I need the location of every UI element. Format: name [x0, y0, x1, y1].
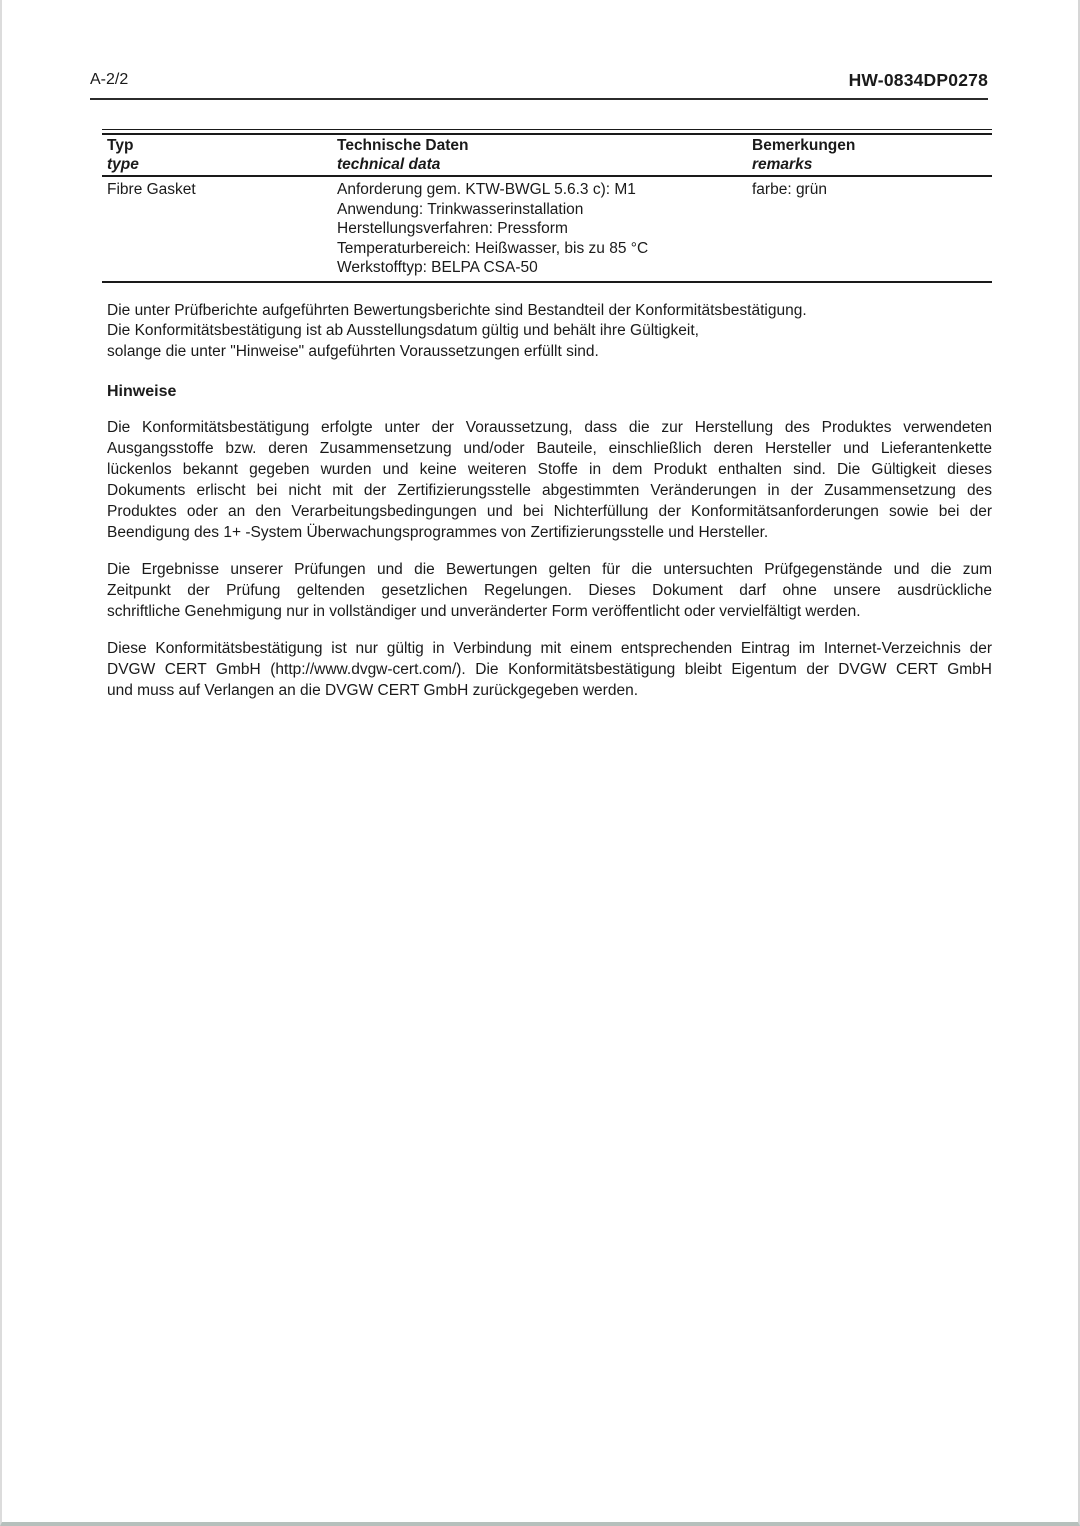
cell-technische-daten: Anforderung gem. KTW-BWGL 5.6.3 c): M1 Anwendung: Trinkwasserinstallation Herstellungsverfahren: Pressform Temperaturbereich: Heißwasser, bis zu 85 °C Werkstofftyp: BELPA CSA-50	[337, 181, 649, 276]
column-header-typ	[102, 134, 332, 176]
hinweise-paragraph-1: Die Konformitätsbestätigung erfolgte unter der Voraussetzung, dass die zur Herstellung des Produktes verwendeten Ausgangsstoffe bzw. deren Zusammensetzung und/oder Bauteile, einschließlich deren Hersteller und Lieferantenkette lückenlos bekannt gegeben wurden und keine weiteren Stoffe in dem Produkt enthalten sind. Die Gültigkeit dieses Dokuments erlischt bei nicht mit der Zertifizierungsstelle abgestimmten Veränderungen in der Zusammensetzung des Produktes oder an den Verarbeitungsbedingungen und bei Nichterfüllung der Konformitätsanforderungen sowie bei der Beendigung des 1+ -System Überwachungsprogrammes von Zertifizierungsstelle und Hersteller.	[107, 419, 992, 541]
column-header-typ-en: type	[107, 156, 139, 173]
column-header-technische-daten-de: Technische Daten	[337, 137, 469, 154]
hinweise-paragraph-3: Diese Konformitätsbestätigung ist nur gültig in Verbindung mit einem entsprechenden Eintrag im Internet-Verzeichnis der DVGW CERT GmbH (http://www.dvgw-cert.com/). Die Konformitätsbestätigung bleibt Eigentum der DVGW CERT GmbH und muss auf Verlangen an die DVGW CERT GmbH zurückgegeben werden.	[107, 640, 992, 699]
column-header-technische-daten	[332, 134, 747, 176]
header-rule	[90, 98, 988, 100]
cell-typ: Fibre Gasket	[107, 181, 196, 198]
document-number: HW-0834DP0278	[848, 70, 988, 90]
technical-data-table	[102, 133, 992, 283]
hinweise-paragraph-2: Die Ergebnisse unserer Prüfungen und die Bewertungen gelten für die untersuchten Prüfgegenstände und die zum Zeitpunkt der Prüfung geltenden gesetzlichen Regelungen. Dieses Dokument darf ohne unsere ausdrückliche schriftliche Genehmigung nur in vollständiger und unveränderter Form veröffentlicht oder vervielfältigt werden.	[107, 561, 992, 620]
page-number: A-2/2	[90, 71, 129, 88]
column-header-technische-daten-en: technical data	[337, 156, 441, 173]
column-header-bemerkungen-en: remarks	[752, 156, 813, 173]
column-header-typ-de: Typ	[107, 137, 134, 154]
hinweise-heading: Hinweise	[107, 383, 177, 400]
column-header-bemerkungen-de: Bemerkungen	[752, 137, 856, 154]
table-header-row	[102, 134, 992, 176]
spec-table-wrapper	[102, 129, 992, 283]
cell-bemerkungen: farbe: grün	[752, 181, 827, 198]
column-header-bemerkungen	[747, 134, 992, 176]
document-header	[90, 70, 988, 90]
intro-paragraph: Die unter Prüfberichte aufgeführten Bewertungsberichte sind Bestandteil der Konformitätsbestätigung. Die Konformitätsbestätigung ist ab Ausstellungsdatum gültig und behält ihre Gültigkeit, solange die unter "Hinweise" aufgeführten Voraussetzungen erfüllt sind.	[107, 301, 807, 360]
document-page	[2, 0, 1078, 1522]
table-row	[102, 176, 992, 282]
